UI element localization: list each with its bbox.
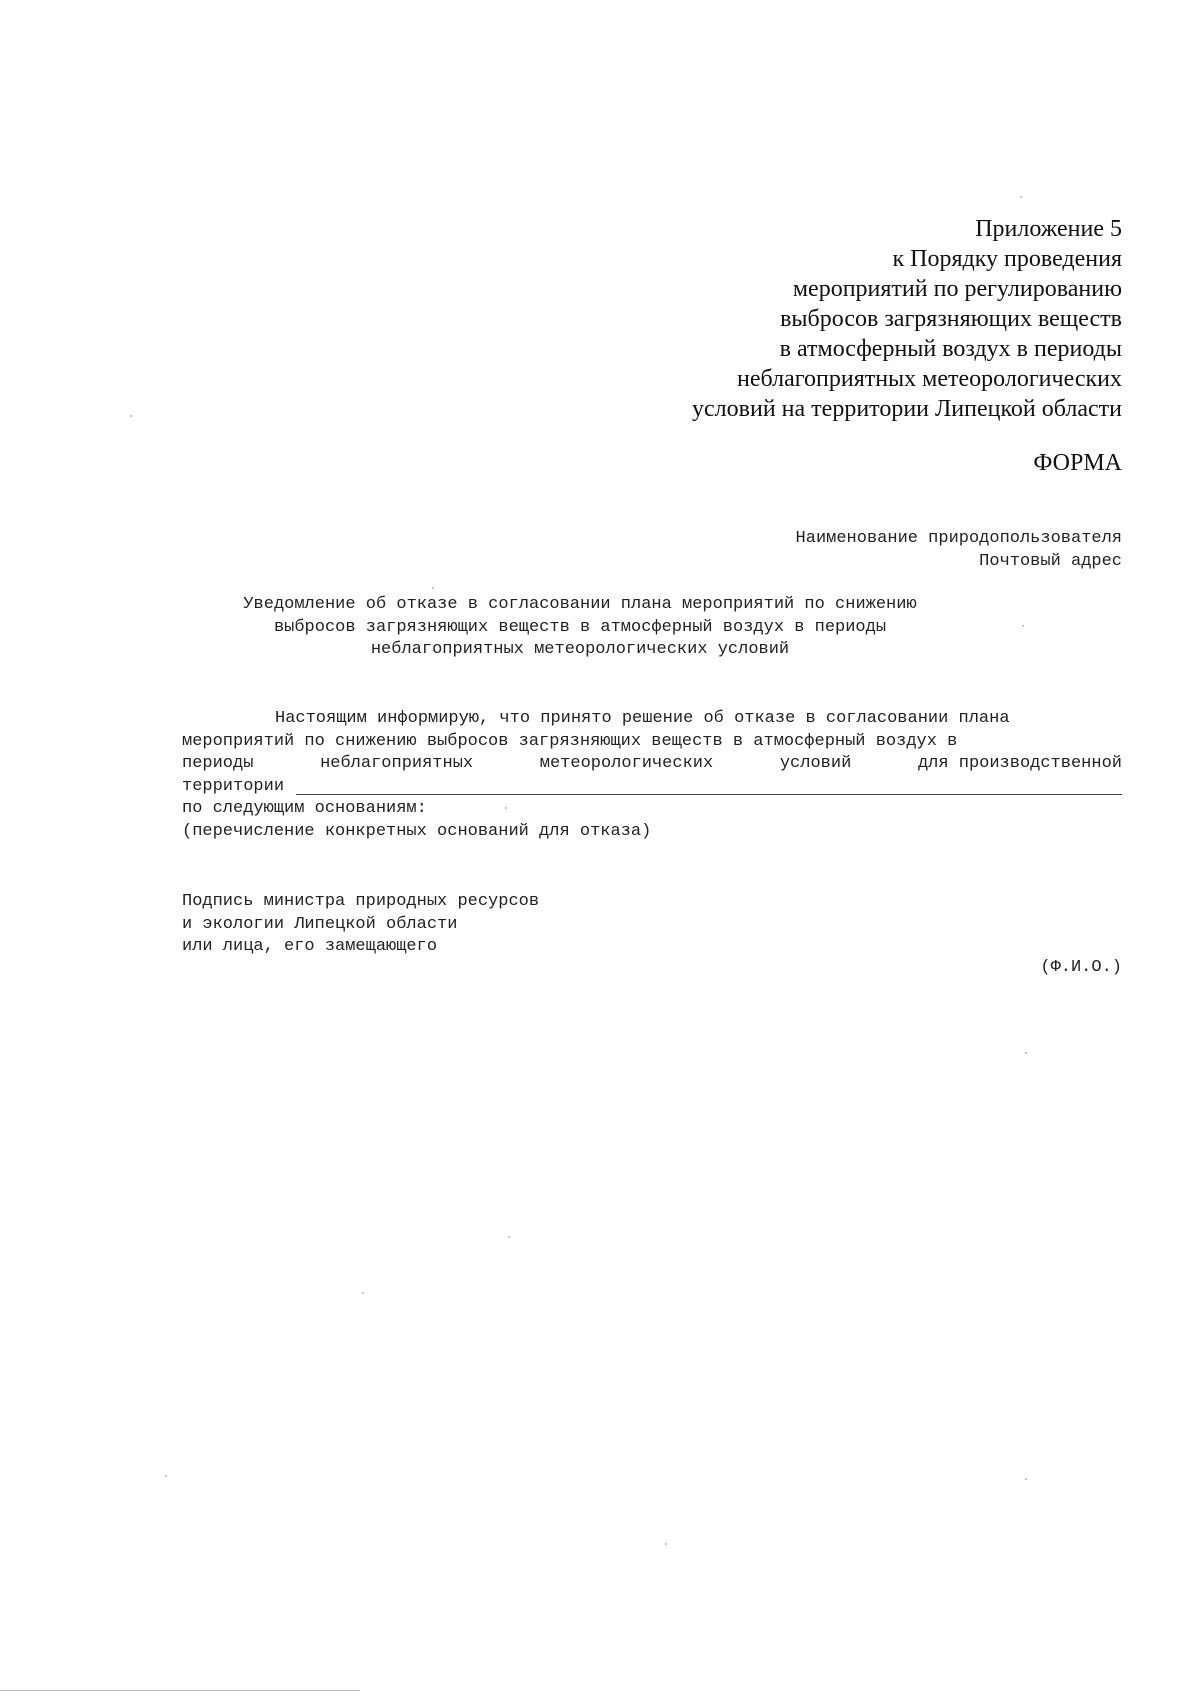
signature-line: и экологии Липецкой области <box>182 914 458 934</box>
notice-title <box>150 594 1010 662</box>
annex-line: неблагоприятных метеорологических <box>737 366 1122 392</box>
body-line-1: Настоящим информирую, что принято решение об отказе в согласовании плана <box>275 709 1010 728</box>
notice-title-line: выбросов загрязняющих веществ в атмосферный воздух в периоды <box>273 617 887 637</box>
annex-line: мероприятий по регулированию <box>792 276 1122 302</box>
body-word: метеорологических <box>539 754 714 773</box>
scan-edge-line <box>0 1690 360 1691</box>
territory-fill-line[interactable] <box>296 776 1122 795</box>
addressee-name: Наименование природопользователя <box>795 529 1122 548</box>
territory-label: территории <box>182 776 285 796</box>
territory-line <box>182 776 1122 799</box>
annex-line: к Порядку проведения <box>892 246 1122 272</box>
notice-title-line: Уведомление об отказе в согласовании плана мероприятий по снижению <box>243 595 917 614</box>
annex-line: выбросов загрязняющих веществ <box>780 306 1122 332</box>
scan-speck <box>130 415 132 417</box>
scan-speck <box>1025 1478 1027 1480</box>
body-line-5: по следующим основаниям: <box>182 799 427 818</box>
addressee-address: Почтовый адрес <box>979 551 1122 571</box>
scan-speck <box>362 1292 364 1294</box>
signature-line: Подпись министра природных ресурсов <box>182 892 540 911</box>
notice-body <box>182 708 1122 843</box>
annex-header <box>562 214 1122 424</box>
annex-line: в атмосферный воздух в периоды <box>779 336 1122 362</box>
signature-block <box>182 891 539 959</box>
scan-speck <box>505 807 507 809</box>
fio-label: (Ф.И.О.) <box>1040 958 1122 977</box>
signature-line: или лица, его замещающего <box>182 937 438 956</box>
body-word: неблагоприятных <box>320 754 474 773</box>
notice-title-line: неблагоприятных метеорологических условий <box>370 640 790 659</box>
body-line-2: мероприятий по снижению выбросов загрязняющих веществ в атмосферный воздух в <box>182 731 958 751</box>
addressee-block <box>796 528 1122 573</box>
scan-speck <box>508 1236 510 1238</box>
body-line-3 <box>182 753 1122 776</box>
scan-speck <box>1022 625 1024 627</box>
body-word: для производственной <box>917 754 1122 773</box>
annex-line: условий на территории Липецкой области <box>692 396 1122 422</box>
scan-speck <box>165 1475 167 1477</box>
body-word: условий <box>779 754 852 773</box>
body-line-6: (перечисление конкретных оснований для отказа) <box>182 821 652 841</box>
body-word: периоды <box>182 754 254 773</box>
annex-line: Приложение 5 <box>975 216 1122 242</box>
form-label: ФОРМА <box>1033 450 1122 476</box>
scan-speck <box>1020 196 1022 198</box>
scan-speck <box>665 1543 667 1545</box>
scan-speck <box>1025 1052 1027 1054</box>
scan-speck <box>432 587 434 589</box>
